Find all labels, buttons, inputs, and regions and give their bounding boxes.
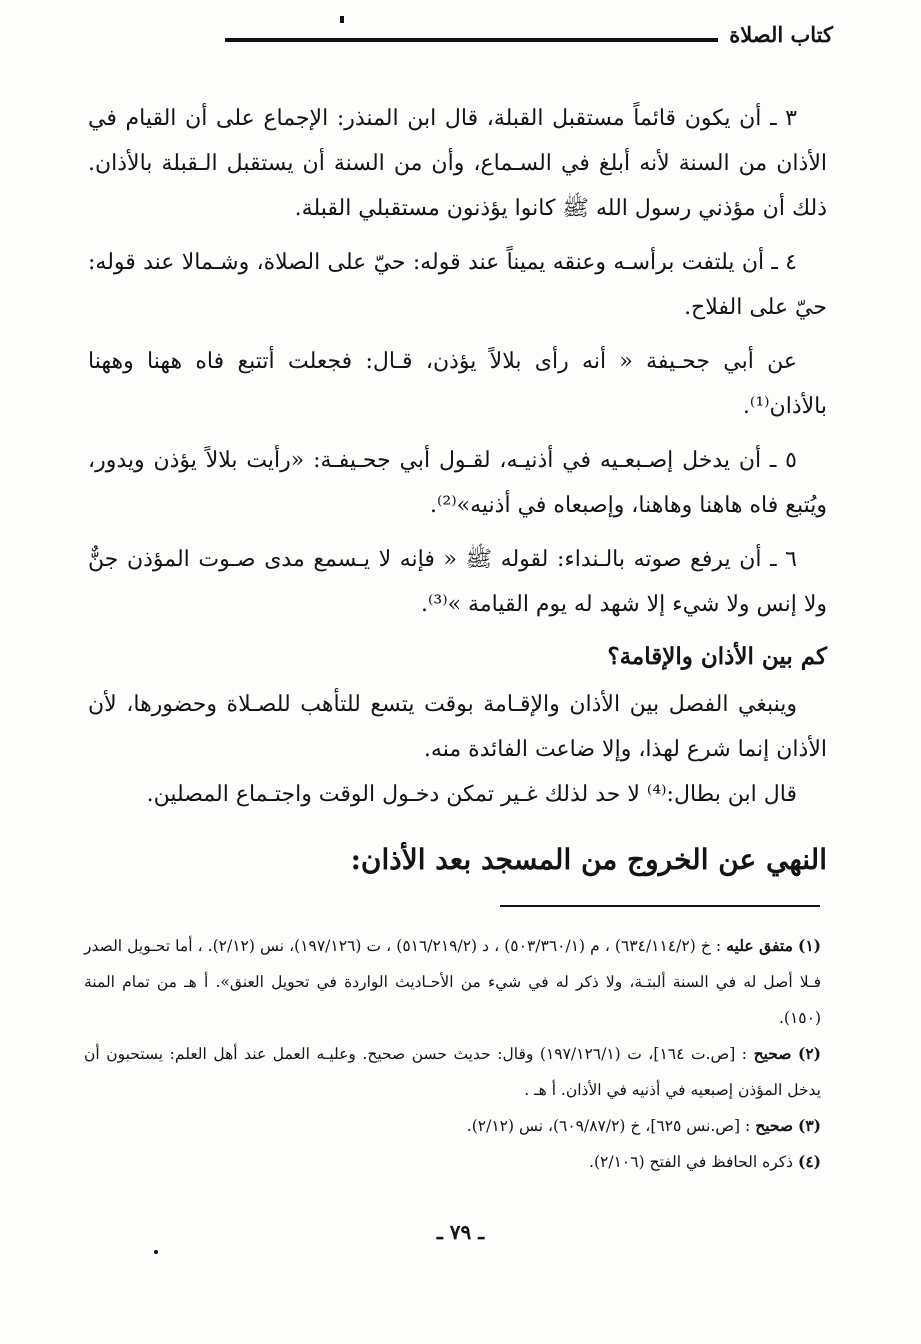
footnote-4: [84, 1144, 821, 1180]
section-heading-leaving-mosque: النهي عن الخروج من المسجد بعد الأذان:: [350, 843, 827, 876]
footnote-grade: صحيح: [755, 1116, 794, 1135]
paragraph-6-raising-voice: ٦ ـ أن يرفع صوته بالـنداء: لقوله ﷺ « فإنه لا يـسمع مدى صـوت المؤذن جنٌّ ولا إنس ولا شيء إلا شهد له يوم القيامة »⁽³⁾.: [88, 547, 827, 617]
footnote-text: : [ص.ت ١٦٤]، ت (١٩٧/١٢٦/١) وقال: حديث حسن صحيح. وعليـه العمل عند أهل العلم: يستحبون أن يدخل المؤذن إصبعيه في أذنيه في الأذان. أ هـ .: [84, 1045, 821, 1099]
paragraph-4-turning-head: ٤ ـ أن يلتفت برأسـه وعنقه يميناً عند قوله: حيّ على الصلاة، وشـمالا عند قوله: حيّ على الفلاح.: [88, 250, 827, 320]
footnote-text: : [ص.نس ٦٢٥]، خ (٦٠٩/٨٧/٢)، نس (٢/١٢).: [466, 1117, 751, 1135]
main-text: [88, 96, 827, 889]
footnote-number: (٤): [797, 1152, 821, 1171]
footnote-number: (٣): [797, 1116, 821, 1135]
section-heading-interval: كم بين الأذان والإقامة؟: [607, 643, 827, 670]
footnote-rule: [500, 905, 820, 907]
header-mark: [340, 16, 344, 23]
footnote-grade: صحيح: [753, 1044, 792, 1063]
paragraph-hadith-abu-juhayfa: عن أبي جحـيفة « أنه رأى بلالاً يؤذن، قـال: فجعلت أتتبع فاه ههنا وههنا بالأذان⁽¹⁾.: [88, 349, 827, 419]
paragraph-5-fingers-in-ears: ٥ ـ أن يدخل إصـبعـيه في أذنيـه، لقـول أبي جحـيفـة: «رأيت بلالاً يؤذن ويدور، ويُتبع فاه هاهنا وهاهنا، وإصبعاه في أذنيه»⁽²⁾.: [88, 448, 827, 518]
footnote-3: [84, 1108, 821, 1144]
running-header: [225, 22, 833, 62]
paragraph-3-facing-qibla: ٣ ـ أن يكون قائماً مستقبل القبلة، قال ابن المنذر: الإجماع على أن القيام في الأذان من السنة لأنه أبلغ في السـماع، وأن من السنة أن يستقبل الـقبلة بالأذان. ذلك أن مؤذني رسول الله ﷺ كانوا يؤذنون مستقبلي القبلة.: [88, 106, 827, 221]
paragraph-ibn-battal: قال ابن بطال:⁽⁴⁾ لا حد لذلك غـير تمكن دخـول الوقت واجتـماع المصلين.: [146, 782, 797, 807]
footnote-2: [84, 1036, 821, 1108]
paragraph-interval: وينبغي الفصل بين الأذان والإقـامة بوقت يتسع للتأهب للصـلاة وحضورها، لأن الأذان إنما شرع لهذا، وإلا ضاعت الفائدة منه.: [88, 692, 827, 762]
stray-mark: [154, 1250, 158, 1254]
footnote-text: ذكره الحافظ في الفتح (٢/١٠٦).: [589, 1153, 794, 1171]
footnote-number: (١): [798, 936, 822, 955]
footnote-text: : خ (٦٣٤/١١٤/٢) ، م (٥٠٣/٣٦٠/١) ، د (٥١٦/٢١٩/٢) ، ت (١٩٧/١٢٦)، نس (٢/١٢). ، أما تحـويل الصدر فـلا أصل له في السنة ألبتـة، ولا ذكر له في شيء من الأحـاديث الواردة في تحويل العنق». أ هـ من تمام المنة (١٥٠).: [84, 937, 821, 1027]
footnote-1: [84, 928, 821, 1036]
chapter-title: كتاب الصلاة: [729, 22, 833, 47]
footnote-number: (٢): [797, 1044, 821, 1063]
page-number: ـ ٧٩ ـ: [436, 1220, 485, 1244]
footnotes: [84, 928, 821, 1180]
header-rule: [225, 38, 718, 42]
footnote-grade: متفق عليه: [726, 936, 793, 955]
